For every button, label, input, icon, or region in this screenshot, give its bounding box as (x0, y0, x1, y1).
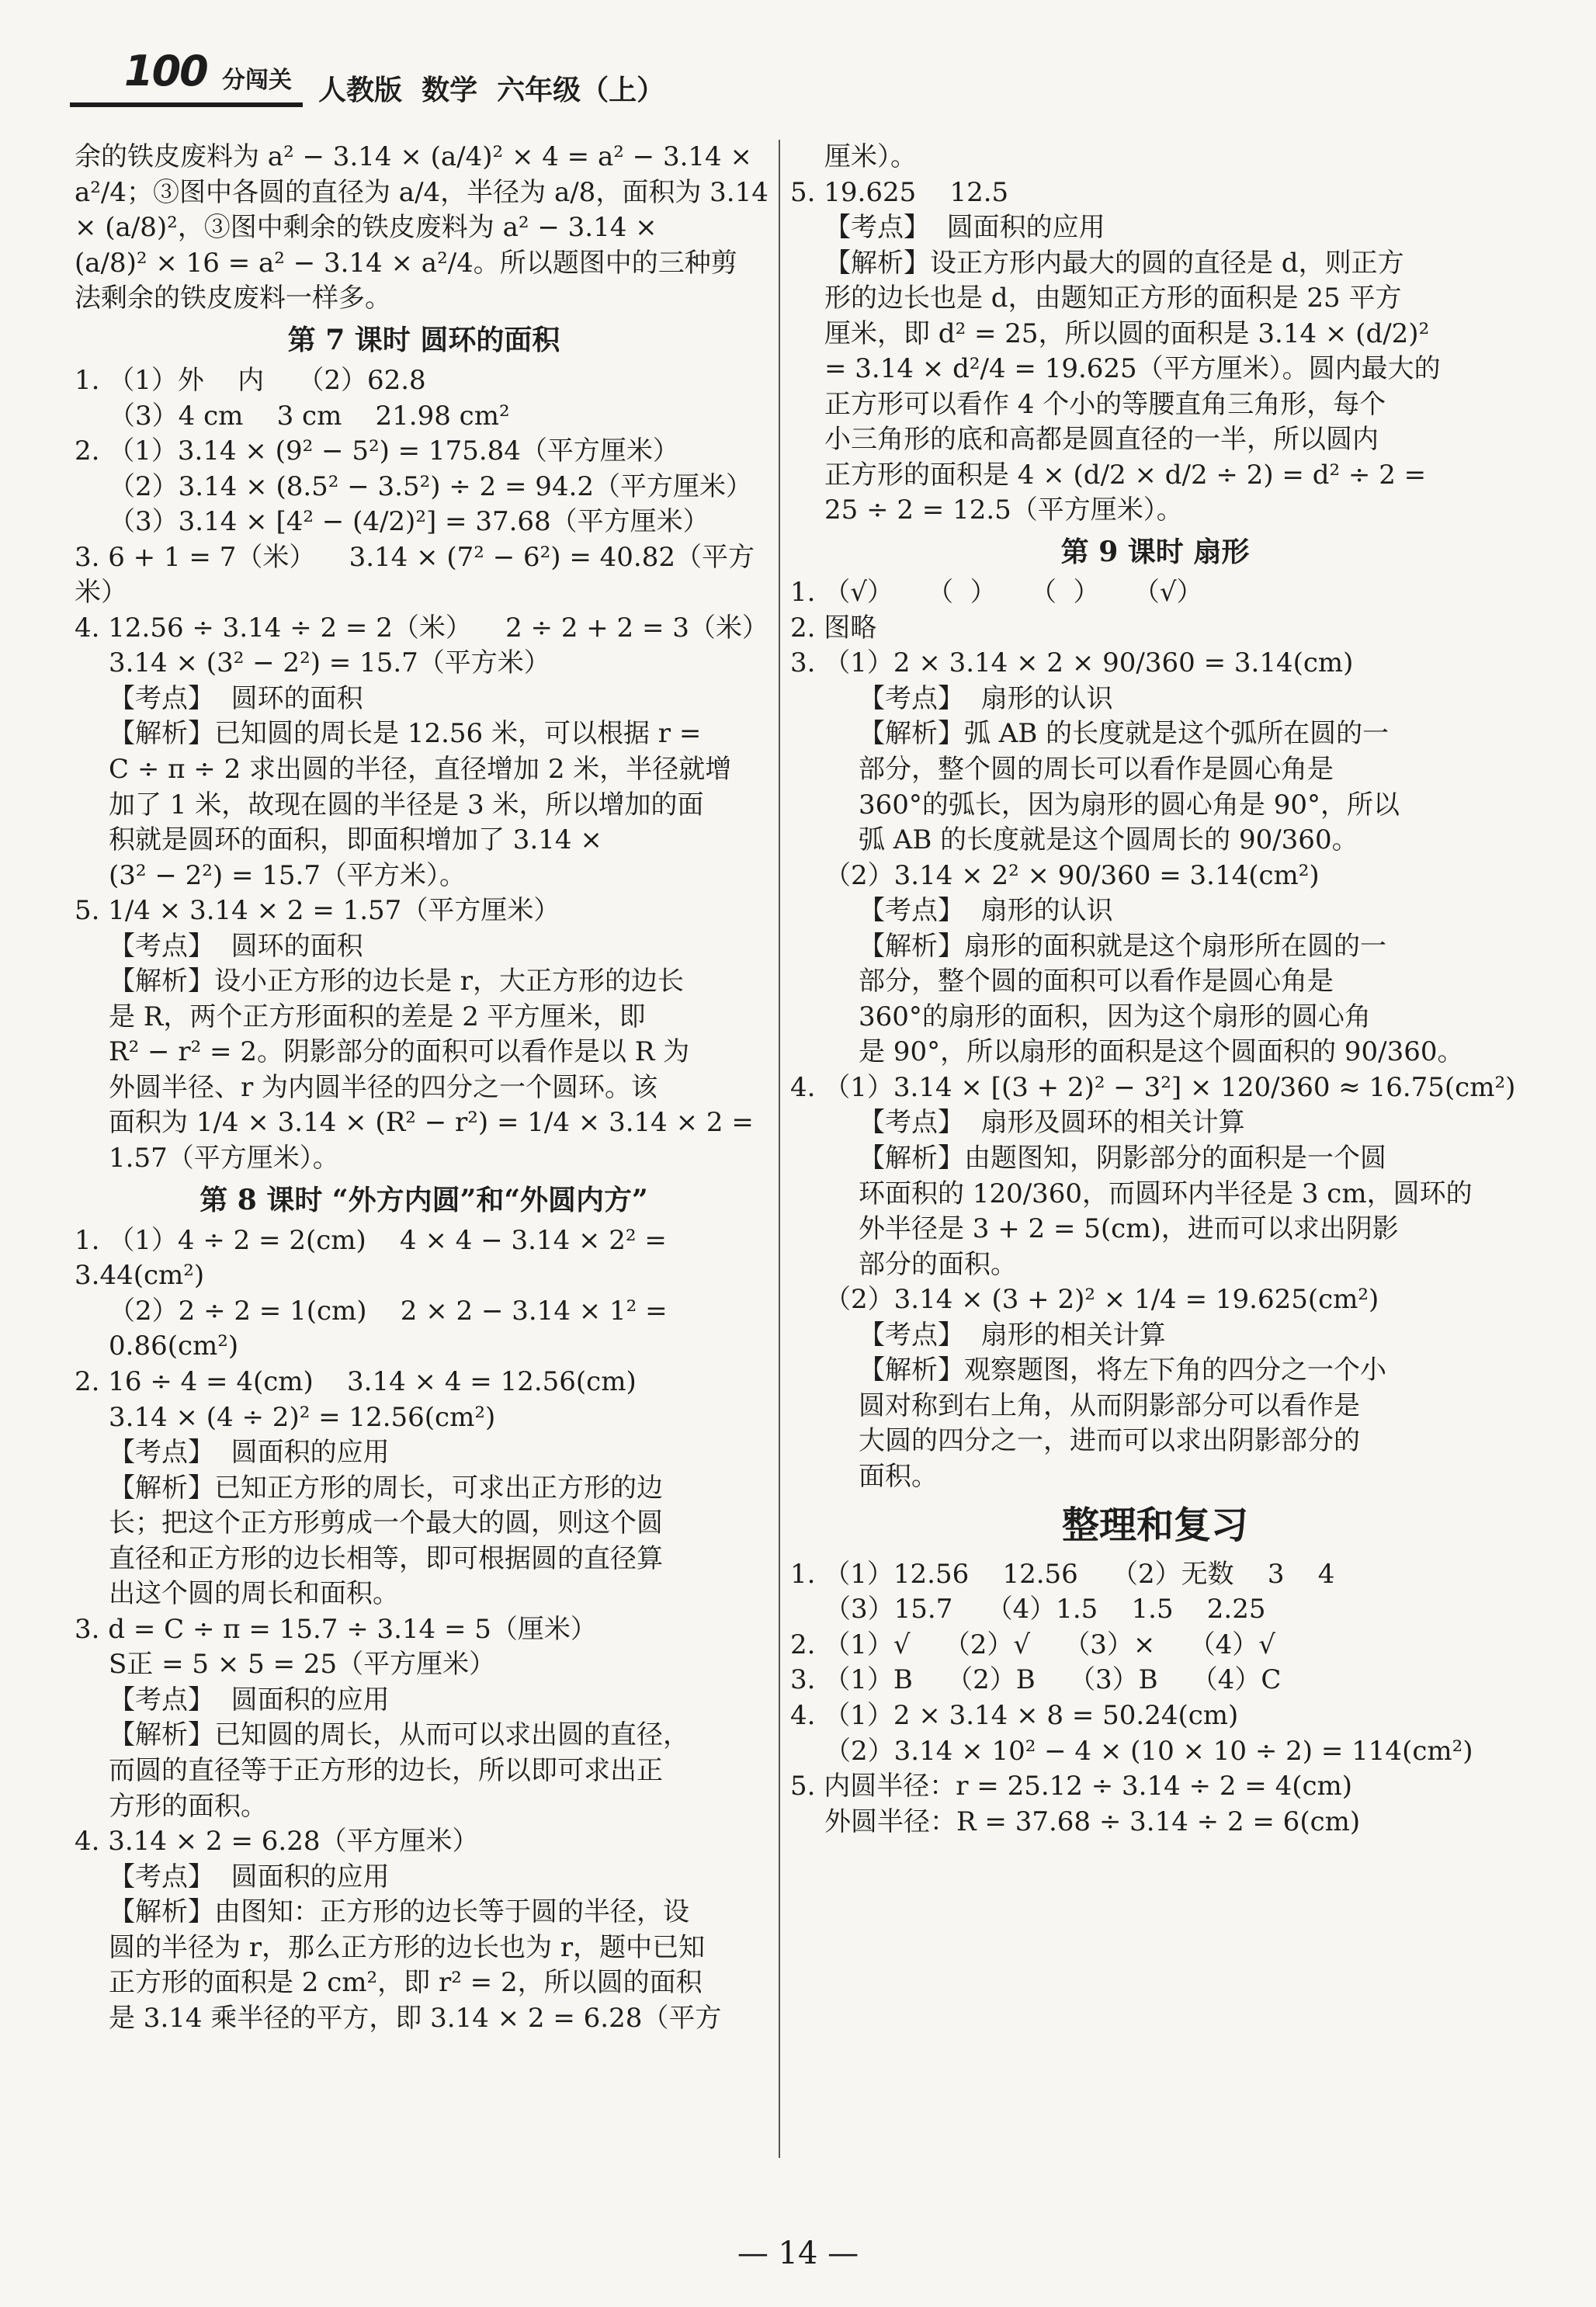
text-line: 3.14 × (4 ÷ 2)² = 12.56(cm²) (109, 1401, 496, 1433)
text-line: 环面积的 120/360，而圆环内半径是 3 cm，圆环的 (859, 1178, 1473, 1209)
section-heading: 第 8 课时 “外方内圆”和“外圆内方” (200, 1183, 648, 1216)
text-line: 方形的面积。 (109, 1790, 267, 1822)
text-line: 外圆半径：R = 37.68 ÷ 3.14 ÷ 2 = 6(cm) (824, 1806, 1361, 1837)
text-line: 是 90°，所以扇形的面积是这个圆面积的 90/360。 (859, 1036, 1464, 1068)
text-line: 4. 3.14 × 2 = 6.28（平方厘米） (75, 1826, 479, 1858)
text-line: 【考点】 扇形的认识 (859, 895, 1113, 927)
text-line: 【考点】 扇形的认识 (859, 682, 1113, 714)
text-line: 5. 内圆半径：r = 25.12 ÷ 3.14 ÷ 2 = 4(cm) (790, 1771, 1353, 1802)
column-divider (779, 140, 780, 2158)
text-line: 直径和正方形的边长相等，即可根据圆的直径算 (109, 1542, 663, 1574)
text-line: 【考点】 圆面积的应用 (824, 212, 1105, 244)
text-line: （2）2 ÷ 2 = 1(cm) 2 × 2 − 3.14 × 1² = 0.86(cm²) (109, 1295, 676, 1362)
text-line: 2. （1）√ （2）√ （3）× （4）√ (790, 1629, 1275, 1660)
text-line: （3）3.14 × [4² − (4/2)²] = 37.68（平方厘米） (109, 506, 710, 538)
text-line: 【解析】由题图知，阴影部分的面积是一个圆 (859, 1143, 1386, 1174)
text-line: 外半径是 3 + 2 = 5(cm)，进而可以求出阴影 (859, 1213, 1399, 1245)
text-line: (a/8)² × 16 = a² − 3.14 × a²/4。所以题图中的三种剪 (75, 247, 737, 279)
text-line: 【解析】设正方形内最大的圆的直径是 d，则正方 (824, 247, 1404, 279)
text-line: 部分，整个圆的周长可以看作是圆心角是 (859, 753, 1334, 785)
text-line: 3.14 × (3² − 2²) = 15.7（平方米） (109, 647, 550, 679)
text-line: （2）3.14 × 2² × 90/360 = 3.14(cm²) (824, 859, 1320, 891)
text-line: 部分的面积。 (859, 1248, 1017, 1280)
section-heading: 第 9 课时 扇形 (1060, 536, 1250, 569)
page-number: — 14 — (737, 2236, 859, 2271)
text-line: 4. （1）3.14 × [(3 + 2)² − 3²] × 120/360 ≈ 16.75(cm²) (790, 1071, 1516, 1103)
text-line: 大圆的四分之一，进而可以求出阴影部分的 (859, 1425, 1360, 1457)
text-line: = 3.14 × d²/4 = 19.625（平方厘米）。圆内最大的 (824, 353, 1441, 385)
text-line: 【解析】观察题图，将左下角的四分之一个小 (859, 1355, 1386, 1386)
text-line: 【考点】 圆环的面积 (109, 682, 363, 714)
text-line: 【解析】扇形的面积就是这个扇形所在圆的一 (859, 930, 1386, 962)
text-line: 【考点】 圆面积的应用 (109, 1684, 390, 1716)
text-line: 积就是圆环的面积，即面积增加了 3.14 × (109, 824, 602, 856)
text-line: 1. （1）12.56 12.56 （2）无数 3 4 (790, 1558, 1335, 1590)
text-line: S正 = 5 × 5 = 25（平方厘米） (109, 1649, 496, 1681)
text-line: 圆对称到右上角，从而阴影部分可以看作是 (859, 1389, 1360, 1421)
text-line: 25 ÷ 2 = 12.5（平方厘米）。 (824, 494, 1183, 526)
text-line: 1. （√） （ ） （ ） （√） (790, 577, 1203, 609)
text-line: 360°的扇形的面积，因为这个扇形的圆心角 (859, 1001, 1371, 1032)
text-line: 【考点】 圆环的面积 (109, 930, 363, 962)
text-line: 长；把这个正方形剪成一个最大的圆，则这个圆 (109, 1507, 663, 1539)
text-line: 正方形的面积是 4 × (d/2 × d/2 ÷ 2) = d² ÷ 2 = (824, 459, 1427, 491)
text-line: 【考点】 扇形的相关计算 (859, 1319, 1166, 1351)
brand-logo-sub: 分闯关 (222, 67, 292, 94)
text-line: C ÷ π ÷ 2 求出圆的半径，直径增加 2 米，半径就增 (109, 753, 732, 785)
section-heading: 第 7 课时 圆环的面积 (287, 323, 560, 356)
text-line: 1. （1）外 内 （2）62.8 (75, 364, 426, 396)
text-line: （2）3.14 × (8.5² − 3.5²) ÷ 2 = 94.2（平方厘米） (109, 470, 753, 502)
text-line: 正方形可以看作 4 个小的等腰直角三角形，每个 (824, 388, 1386, 420)
text-line: 1.57（平方厘米）。 (109, 1143, 339, 1174)
right-column (790, 140, 1520, 1840)
text-line: 4. （1）2 × 3.14 × 8 = 50.24(cm) (790, 1699, 1239, 1731)
text-line: 而圆的直径等于正方形的边长，所以即可求出正 (109, 1754, 663, 1786)
text-line: 5. 19.625 12.5 (790, 176, 1009, 208)
text-line: R² − r² = 2。阴影部分的面积可以看作是以 R 为 (109, 1036, 690, 1068)
text-line: 外圆半径、r 为内圆半径的四分之一个圆环。该 (109, 1071, 658, 1103)
text-line: 余的铁皮废料为 a² − 3.14 × (a/4)² × 4 = a² − 3.14 × (75, 141, 752, 172)
text-line: 2. （1）3.14 × (9² − 5²) = 175.84（平方厘米） (75, 435, 679, 467)
text-line: 是 3.14 乘半径的平方，即 3.14 × 2 = 6.28（平方 (109, 2002, 722, 2034)
text-line: 出这个圆的周长和面积。 (109, 1578, 399, 1610)
text-line: 2. 图略 (790, 612, 877, 644)
text-line: 4. 12.56 ÷ 3.14 ÷ 2 = 2（米） 2 ÷ 2 + 2 = 3（米） (75, 612, 769, 644)
text-line: 【考点】 扇形及圆环的相关计算 (859, 1107, 1245, 1139)
text-line: 【考点】 圆面积的应用 (109, 1437, 390, 1469)
text-line: 【解析】弧 AB 的长度就是这个弧所在圆的一 (859, 718, 1390, 750)
text-line: (3² − 2²) = 15.7（平方米）。 (109, 859, 466, 891)
text-line: × (a/8)²，③图中剩余的铁皮废料为 a² − 3.14 × (75, 212, 657, 244)
text-line: 加了 1 米，故现在圆的半径是 3 米，所以增加的面 (109, 789, 704, 820)
text-line: 部分，整个圆的面积可以看作是圆心角是 (859, 966, 1334, 997)
text-line: 【解析】已知圆的周长是 12.56 米，可以根据 r = (109, 718, 702, 750)
text-line: 弧 AB 的长度就是这个圆周长的 90/360。 (859, 824, 1358, 856)
text-line: （2）3.14 × 10² − 4 × (10 × 10 ÷ 2) = 114(cm²) (824, 1735, 1473, 1767)
text-line: 面积为 1/4 × 3.14 × (R² − r²) = 1/4 × 3.14 × 2 = (109, 1107, 754, 1139)
text-line: 面积。 (859, 1460, 938, 1492)
chapter-heading: 整理和复习 (1061, 1504, 1248, 1548)
text-line: 【解析】已知圆的周长，从而可以求出圆的直径， (109, 1719, 689, 1751)
text-line: 厘米，即 d² = 25，所以圆的面积是 3.14 × (d/2)² (824, 317, 1430, 349)
text-line: 【考点】 圆面积的应用 (109, 1861, 390, 1892)
text-line: 1. （1）4 ÷ 2 = 2(cm) 4 × 4 − 3.14 × 2² = 3.44(cm²) (75, 1224, 675, 1292)
text-line: （3）15.7 （4）1.5 1.5 2.25 (824, 1594, 1266, 1625)
text-line: 正方形的面积是 2 cm²，即 r² = 2，所以圆的面积 (109, 1967, 703, 1999)
book-title: 人教版 数学 六年级（上） (318, 75, 665, 106)
text-line: 3. （1）2 × 3.14 × 2 × 90/360 = 3.14(cm) (790, 647, 1354, 679)
left-column (75, 140, 773, 2036)
text-line: 小三角形的底和高都是圆直径的一半，所以圆内 (824, 424, 1379, 456)
text-line: 【解析】由图知：正方形的边长等于圆的半径，设 (109, 1896, 689, 1928)
text-line: 厘米）。 (824, 141, 917, 172)
text-line: 2. 16 ÷ 4 = 4(cm) 3.14 × 4 = 12.56(cm) (75, 1365, 637, 1397)
text-line: （3）4 cm 3 cm 21.98 cm² (109, 400, 510, 432)
text-line: 5. 1/4 × 3.14 × 2 = 1.57（平方厘米） (75, 895, 560, 927)
text-line: 3. 6 + 1 = 7（米） 3.14 × (7² − 6²) = 40.82（平方米） (75, 541, 755, 609)
brand-logo: 100 (124, 47, 207, 95)
text-line: 3. d = C ÷ π = 15.7 ÷ 3.14 = 5（厘米） (75, 1613, 597, 1645)
text-line: 【解析】设小正方形的边长是 r，大正方形的边长 (109, 966, 685, 997)
page-header (70, 47, 769, 116)
text-line: 圆的半径为 r，那么正方形的边长也为 r，题中已知 (109, 1931, 706, 1963)
text-line: a²/4；③图中各圆的直径为 a/4，半径为 a/8，面积为 3.14 (75, 176, 769, 208)
text-line: 3. （1）B （2）B （3）B （4）C (790, 1664, 1282, 1696)
text-line: 法剩余的铁皮废料一样多。 (75, 283, 391, 314)
text-line: 是 R，两个正方形面积的差是 2 平方厘米，即 (109, 1001, 646, 1032)
text-line: 【解析】已知正方形的周长，可求出正方形的边 (109, 1472, 663, 1504)
text-line: （2）3.14 × (3 + 2)² × 1/4 = 19.625(cm²) (824, 1284, 1379, 1316)
text-line: 360°的弧长，因为扇形的圆心角是 90°，所以 (859, 789, 1400, 820)
text-line: 形的边长也是 d，由题知正方形的面积是 25 平方 (824, 283, 1402, 314)
